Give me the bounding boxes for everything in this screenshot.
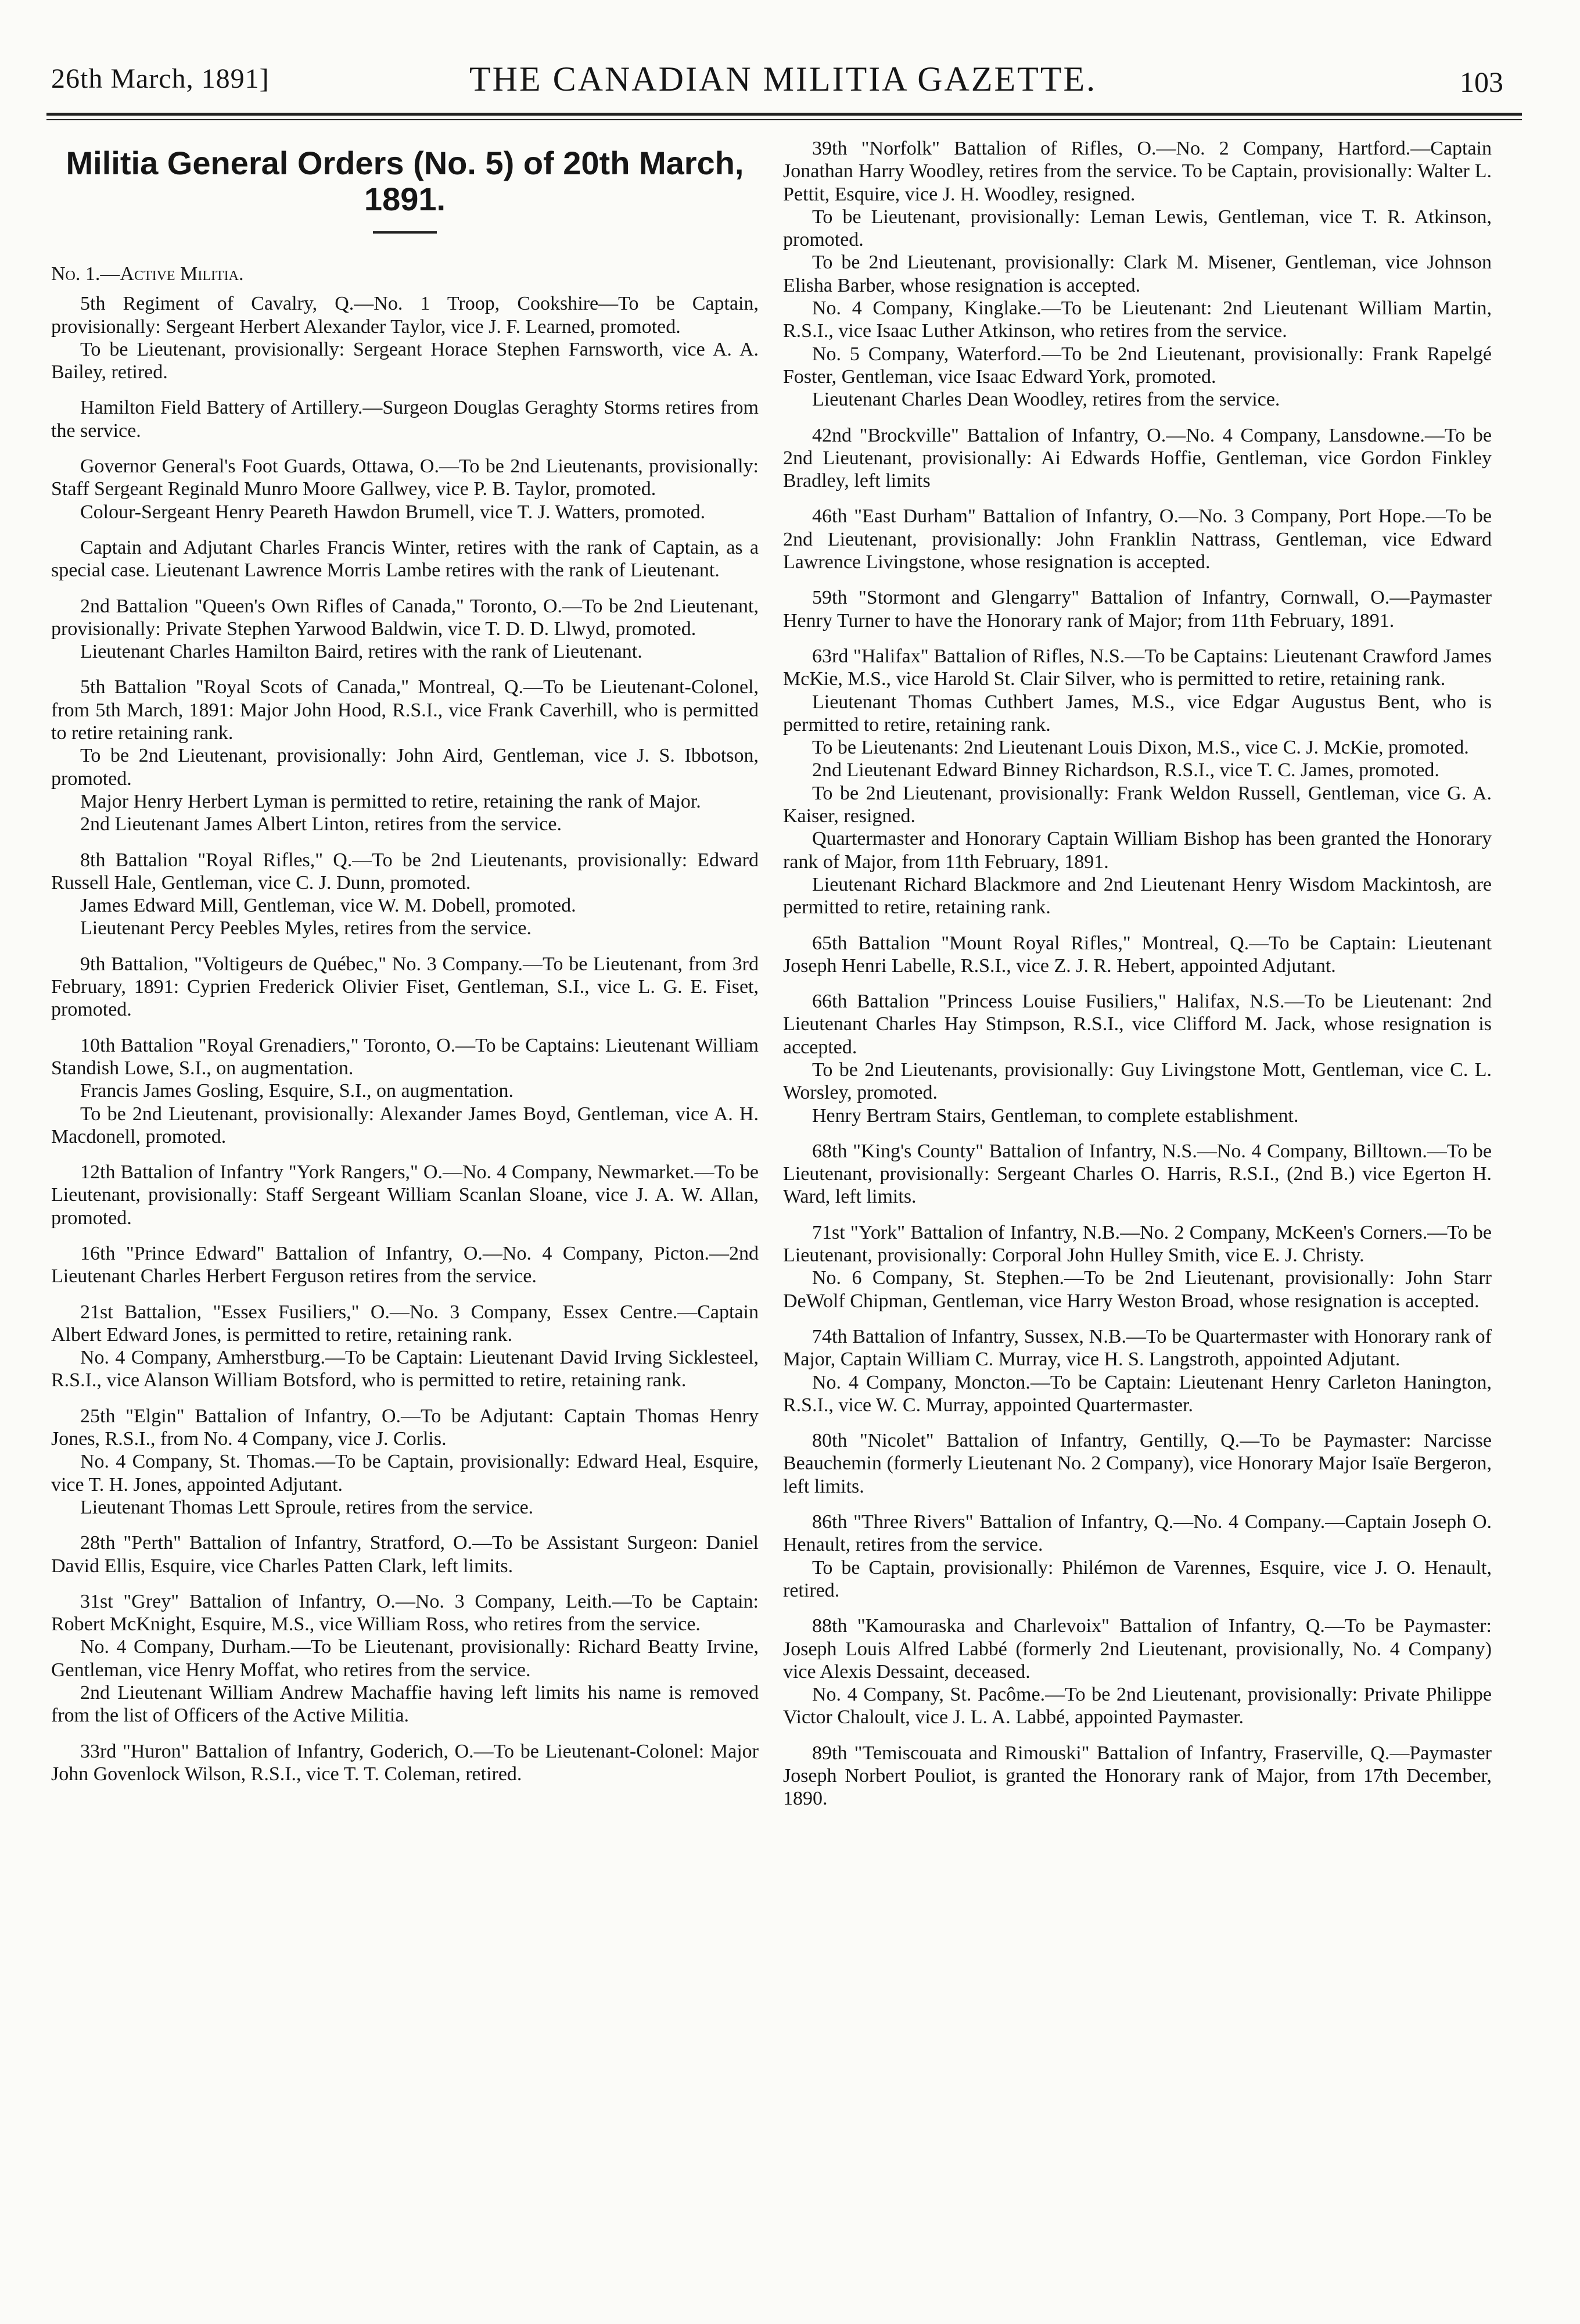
order-entry: No. 4 Company, St. Pacôme.—To be 2nd Lieutenant, provisionally: Private Philippe Victor Chaloult, vice J. L. A. Labbé, appointed Paymaster. [783, 1684, 1492, 1728]
order-entry: 80th "Nicolet" Battalion of Infantry, Gentilly, Q.—To be Paymaster: Narcisse Beauchemin (formerly Lieutenant No. 2 Company), vice Honorary Major Isaïe Bergeron, left limits. [783, 1430, 1492, 1497]
order-entry: Lieutenant Charles Hamilton Baird, retires with the rank of Lieutenant. [80, 641, 642, 663]
header-rule-thin [46, 119, 1522, 120]
order-entry: 39th "Norfolk" Battalion of Rifles, O.—No. 2 Company, Hartford.—Captain Jonathan Harry Woodley, retires from the service. To be Captain, provisionally: Walter L. Pettit, Esquire, vice J. H. Woodley, resigned. [783, 138, 1492, 205]
order-entry: 5th Battalion "Royal Scots of Canada," Montreal, Q.—To be Lieutenant-Colonel, from 5th March, 1891: Major John Hood, R.S.I., vice Frank Caverhill, who is permitted to retire retaining rank. [51, 676, 759, 744]
order-entry: No. 5 Company, Waterford.—To be 2nd Lieutenant, provisionally: Frank Rapelgé Foster, Gentleman, vice Isaac Edward York, promoted. [783, 343, 1492, 388]
order-entry: 2nd Battalion "Queen's Own Rifles of Canada," Toronto, O.—To be 2nd Lieutenant, provisionally: Private Stephen Yarwood Baldwin, vice T. D. D. Llwyd, promoted. [51, 595, 759, 640]
order-entry: Francis James Gosling, Esquire, S.I., on augmentation. [80, 1080, 514, 1102]
right-column [783, 137, 1492, 1823]
order-entry: 5th Regiment of Cavalry, Q.—No. 1 Troop, Cookshire—To be Captain, provisionally: Sergeant Herbert Alexander Taylor, vice J. F. Learned, promoted. [51, 293, 759, 338]
order-entry: 8th Battalion "Royal Rifles," Q.—To be 2nd Lieutenants, provisionally: Edward Russell Hale, Gentleman, vice C. J. Dunn, promoted. [51, 849, 759, 894]
page-number: 103 [1460, 66, 1503, 98]
order-entry: 28th "Perth" Battalion of Infantry, Stratford, O.—To be Assistant Surgeon: Daniel David Ellis, Esquire, vice Charles Patten Clark, left limits. [51, 1532, 759, 1577]
issue-date: 26th March, 1891] [51, 63, 270, 94]
order-entry: Major Henry Herbert Lyman is permitted to retire, retaining the rank of Major. [80, 790, 701, 812]
title-rule [373, 231, 437, 234]
order-entry: To be Captain, provisionally: Philémon de Varennes, Esquire, vice J. O. Henault, retired. [783, 1556, 1492, 1601]
order-entry: No. 4 Company, Amherstburg.—To be Captain: Lieutenant David Irving Sicklesteel, R.S.I., vice Alanson William Botsford, who is permitted to retire, retaining rank. [51, 1347, 759, 1391]
order-entry: To be 2nd Lieutenant, provisionally: John Aird, Gentleman, vice J. S. Ibbotson, promoted. [51, 745, 759, 790]
order-entry: 46th "East Durham" Battalion of Infantry, O.—No. 3 Company, Port Hope.—To be 2nd Lieutenant, provisionally: John Franklin Nattrass, Gentleman, vice Edward Lawrence Livingstone, whose resignation is accepted. [783, 505, 1492, 573]
order-entry: 68th "King's County" Battalion of Infantry, N.S.—No. 4 Company, Billtown.—To be Lieutenant, provisionally: Sergeant Charles O. Harris, R.S.I., (2nd B.) vice Egerton H. Ward, left limits. [783, 1140, 1492, 1208]
order-entry: James Edward Mill, Gentleman, vice W. M. Dobell, promoted. [80, 895, 576, 917]
order-entry: To be Lieutenant, provisionally: Leman Lewis, Gentleman, vice T. R. Atkinson, promoted. [783, 206, 1492, 251]
order-entry: 16th "Prince Edward" Battalion of Infantry, O.—No. 4 Company, Picton.—2nd Lieutenant Charles Herbert Ferguson retires from the service. [51, 1242, 759, 1287]
order-entry: No. 4 Company, St. Thomas.—To be Captain, provisionally: Edward Heal, Esquire, vice T. H. Jones, appointed Adjutant. [51, 1451, 759, 1495]
order-entry: No. 4 Company, Durham.—To be Lieutenant, provisionally: Richard Beatty Irvine, Gentleman, vice Henry Moffat, who retires from the service. [51, 1636, 759, 1681]
order-entry: 10th Battalion "Royal Grenadiers," Toronto, O.—To be Captains: Lieutenant William Standish Lowe, S.I., on augmentation. [51, 1034, 759, 1079]
order-entry: 88th "Kamouraska and Charlevoix" Battalion of Infantry, Q.—To be Paymaster: Joseph Louis Alfred Labbé (formerly 2nd Lieutenant, provisionally, No. 4 Company) vice Alexis Dessaint, deceased. [783, 1615, 1492, 1683]
order-entry: 86th "Three Rivers" Battalion of Infantry, Q.—No. 4 Company.—Captain Joseph O. Henault, retires from the service. [783, 1511, 1492, 1556]
left-column [51, 137, 759, 1798]
order-entry: To be 2nd Lieutenant, provisionally: Frank Weldon Russell, Gentleman, vice G. A. Kaiser, resigned. [783, 782, 1492, 827]
order-entry: Colour-Sergeant Henry Peareth Hawdon Brumell, vice T. J. Watters, promoted. [80, 501, 706, 523]
order-entry: 2nd Lieutenant William Andrew Machaffie having left limits his name is removed from the list of Officers of the Active Militia. [51, 1682, 759, 1727]
order-entry: Governor General's Foot Guards, Ottawa, O.—To be 2nd Lieutenants, provisionally: Staff Sergeant Reginald Munro Moore Gallwey, vice P. B. Taylor, promoted. [51, 456, 759, 500]
page-header [51, 53, 1503, 100]
section-heading: No. 1.—Active Militia. [51, 263, 244, 285]
order-entry: Lieutenant Richard Blackmore and 2nd Lieutenant Henry Wisdom Mackintosh, are permitted to retire, retaining rank. [783, 873, 1492, 919]
order-entry: 31st "Grey" Battalion of Infantry, O.—No. 3 Company, Leith.—To be Captain: Robert McKnight, Esquire, M.S., vice William Ross, who retires from the service. [51, 1590, 759, 1636]
order-entry: No. 6 Company, St. Stephen.—To be 2nd Lieutenant, provisionally: John Starr DeWolf Chipman, Gentleman, vice Harry Weston Broad, whose resignation is accepted. [783, 1267, 1492, 1312]
order-entry: To be 2nd Lieutenants, provisionally: Guy Livingstone Mott, Gentleman, vice C. L. Worsley, promoted. [783, 1059, 1492, 1104]
order-entry: To be 2nd Lieutenant, provisionally: Clark M. Misener, Gentleman, vice Johnson Elisha Barber, whose resignation is accepted. [783, 252, 1492, 296]
publication-title: THE CANADIAN MILITIA GAZETTE. [469, 60, 1097, 98]
order-entry: 2nd Lieutenant James Albert Linton, retires from the service. [80, 813, 562, 835]
order-entry: Lieutenant Thomas Cuthbert James, M.S., vice Edgar Augustus Bent, who is permitted to retire, retaining rank. [783, 691, 1492, 736]
order-entry: 2nd Lieutenant Edward Binney Richardson, R.S.I., vice T. C. James, promoted. [812, 759, 1439, 781]
order-entry: To be Lieutenants: 2nd Lieutenant Louis Dixon, M.S., vice C. J. McKie, promoted. [812, 737, 1469, 759]
order-entry: 25th "Elgin" Battalion of Infantry, O.—To be Adjutant: Captain Thomas Henry Jones, R.S.I., from No. 4 Company, vice J. Corlis. [51, 1405, 759, 1450]
order-entry: No. 4 Company, Kinglake.—To be Lieutenant: 2nd Lieutenant William Martin, R.S.I., vice Isaac Luther Atkinson, who retires from the service. [783, 297, 1492, 342]
order-entry: 12th Battalion of Infantry "York Rangers," O.—No. 4 Company, Newmarket.—To be Lieutenant, provisionally: Staff Sergeant William Scanlan Sloane, vice J. A. W. Allan, promoted. [51, 1161, 759, 1229]
order-entry: 63rd "Halifax" Battalion of Rifles, N.S.—To be Captains: Lieutenant Crawford James McKie, M.S., vice Harold St. Clair Silver, who is permitted to retire, retaining rank. [783, 645, 1492, 690]
order-entry: To be Lieutenant, provisionally: Sergeant Horace Stephen Farnsworth, vice A. A. Bailey, retired. [51, 338, 759, 383]
order-entry: Quartermaster and Honorary Captain William Bishop has been granted the Honorary rank of Major, from 11th February, 1891. [783, 828, 1492, 873]
order-entry: Henry Bertram Stairs, Gentleman, to complete establishment. [812, 1104, 1299, 1127]
order-entry: No. 4 Company, Moncton.—To be Captain: Lieutenant Henry Carleton Hanington, R.S.I., vice W. C. Murray, appointed Quartermaster. [783, 1371, 1492, 1416]
order-entry: To be 2nd Lieutenant, provisionally: Alexander James Boyd, Gentleman, vice A. H. Macdonell, promoted. [51, 1103, 759, 1147]
article-title: Militia General Orders (No. 5) of 20th March, 1891. [66, 145, 744, 217]
order-entry: Hamilton Field Battery of Artillery.—Surgeon Douglas Geraghty Storms retires from the service. [51, 397, 759, 442]
order-entry: 21st Battalion, "Essex Fusiliers," O.—No. 3 Company, Essex Centre.—Captain Albert Edward Jones, is permitted to retire, retaining rank. [51, 1301, 759, 1346]
order-entry: 66th Battalion "Princess Louise Fusiliers," Halifax, N.S.—To be Lieutenant: 2nd Lieutenant Charles Hay Stimpson, R.S.I., vice Clifford M. Jack, whose resignation is accepted. [783, 991, 1492, 1058]
header-rule [46, 113, 1522, 116]
order-entry: 71st "York" Battalion of Infantry, N.B.—No. 2 Company, McKeen's Corners.—To be Lieutenant, provisionally: Corporal John Hulley Smith, vice E. J. Christy. [783, 1221, 1492, 1267]
order-entry: 42nd "Brockville" Battalion of Infantry, O.—No. 4 Company, Lansdowne.—To be 2nd Lieutenant, provisionally: Ai Edwards Hoffie, Gentleman, vice Gordon Finkley Bradley, left limits [783, 424, 1492, 492]
order-entry: 9th Battalion, "Voltigeurs de Québec," No. 3 Company.—To be Lieutenant, from 3rd February, 1891: Cyprien Frederick Olivier Fiset, Gentleman, S.I., vice L. G. E. Fiset, promoted. [51, 953, 759, 1021]
order-entry: 65th Battalion "Mount Royal Rifles," Montreal, Q.—To be Captain: Lieutenant Joseph Henri Labelle, R.S.I., vice Z. J. R. Hebert, appointed Adjutant. [783, 932, 1492, 977]
order-entry: 89th "Temiscouata and Rimouski" Battalion of Infantry, Fraserville, Q.—Paymaster Joseph Norbert Pouliot, is granted the Honorary rank of Major, from 17th December, 1890. [783, 1742, 1492, 1810]
order-entry: Lieutenant Thomas Lett Sproule, retires from the service. [80, 1496, 534, 1518]
order-entry: 59th "Stormont and Glengarry" Battalion of Infantry, Cornwall, O.—Paymaster Henry Turner to have the Honorary rank of Major; from 11th February, 1891. [783, 587, 1492, 632]
order-entry: 33rd "Huron" Battalion of Infantry, Goderich, O.—To be Lieutenant-Colonel: Major John Govenlock Wilson, R.S.I., vice T. T. Coleman, retired. [51, 1740, 759, 1785]
order-entry: Lieutenant Percy Peebles Myles, retires from the service. [80, 917, 532, 939]
order-entry: 74th Battalion of Infantry, Sussex, N.B.—To be Quartermaster with Honorary rank of Major, Captain William C. Murray, vice H. S. Langstroth, appointed Adjutant. [783, 1325, 1492, 1371]
order-entry: Lieutenant Charles Dean Woodley, retires from the service. [812, 389, 1280, 411]
order-entry: Captain and Adjutant Charles Francis Winter, retires with the rank of Captain, as a special case. Lieutenant Lawrence Morris Lambe retires with the rank of Lieutenant. [51, 536, 759, 582]
